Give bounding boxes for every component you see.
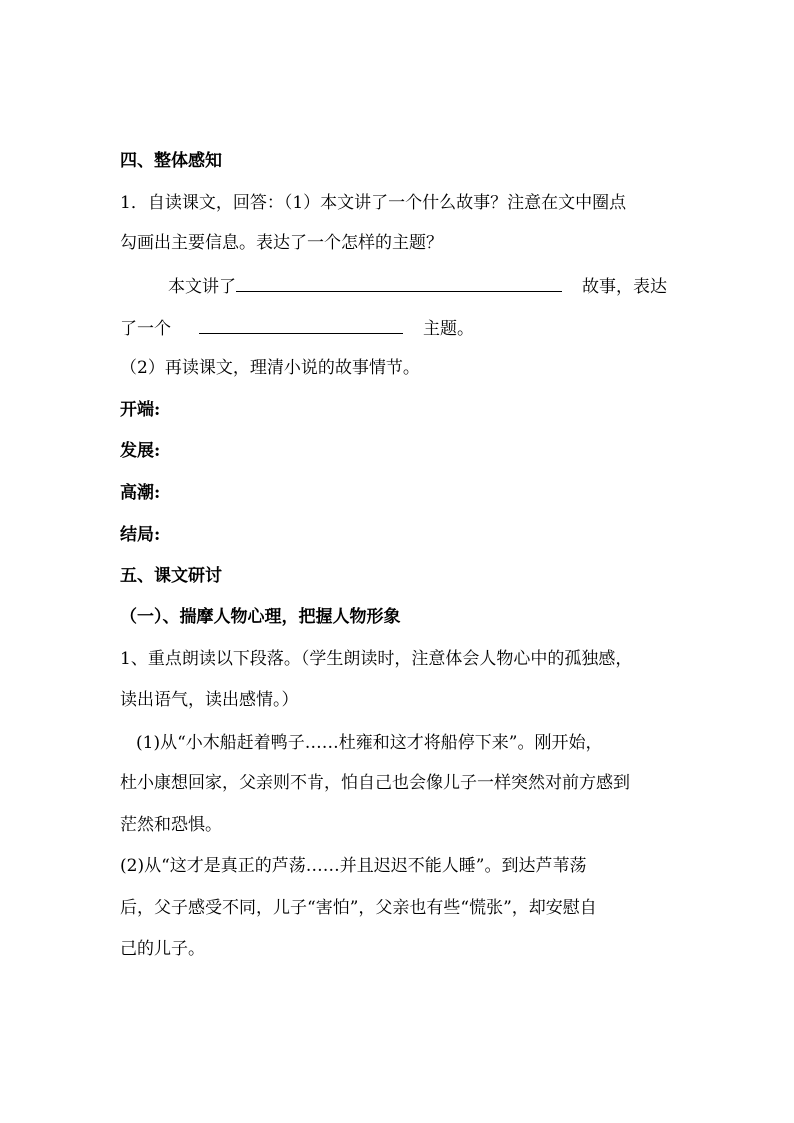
story-answer-blank: [236, 274, 562, 292]
fill-text-theme-suffix: 主题。: [423, 319, 474, 339]
item-1-line-2: 读出语气，读出感情。）: [120, 690, 299, 710]
paragraph-1-line-2: 杜小康想回家，父亲则不肯，怕自己也会像儿子一样突然对前方感到: [120, 773, 630, 793]
paragraph-2-line-1: (2)从“这才是真正的芦荡……并且迟迟不能人睡”。到达芦苇荡: [120, 856, 587, 876]
fill-in-line-1: [168, 274, 667, 298]
fill-in-line-2: [120, 316, 474, 340]
paragraph-2-line-2: 后，父子感受不同，儿子“害怕”，父亲也有些“慌张”，却安慰自: [120, 898, 597, 918]
theme-answer-blank: [199, 316, 403, 334]
section-heading-overall-perception: 四、整体感知: [120, 151, 222, 171]
item-1-line-1: 1、重点朗读以下段落。（学生朗读时，注意体会人物心中的孤独感，: [120, 649, 633, 669]
plot-ending: 结局:: [120, 525, 161, 545]
question-1-line-2: 勾画出主要信息。表达了一个怎样的主题？: [120, 233, 443, 253]
question-1-line-1: 1．自读课文，回答：（1）本文讲了一个什么故事？注意在文中圈点: [120, 193, 627, 213]
plot-opening: 开端:: [120, 400, 161, 420]
fill-text-story-suffix: 故事，表达: [582, 277, 667, 297]
question-2: （2）再读课文，理清小说的故事情节。: [120, 358, 420, 378]
fill-text-story-prefix: 本文讲了: [168, 277, 236, 297]
fill-text-theme-prefix: 了一个: [120, 319, 171, 339]
section-heading-text-study: 五、课文研讨: [120, 566, 222, 586]
paragraph-2-line-3: 己的儿子。: [120, 939, 205, 959]
subsection-heading-character: （一）、揣摩人物心理，把握人物形象: [120, 607, 401, 627]
paragraph-1-line-3: 茫然和恐惧。: [120, 815, 222, 835]
plot-climax: 高潮:: [120, 483, 161, 503]
plot-development: 发展:: [120, 441, 161, 461]
paragraph-1-line-1: (1)从“小木船赶着鸭子……杜雍和这才将船停下来”。刚开始，: [136, 733, 603, 753]
